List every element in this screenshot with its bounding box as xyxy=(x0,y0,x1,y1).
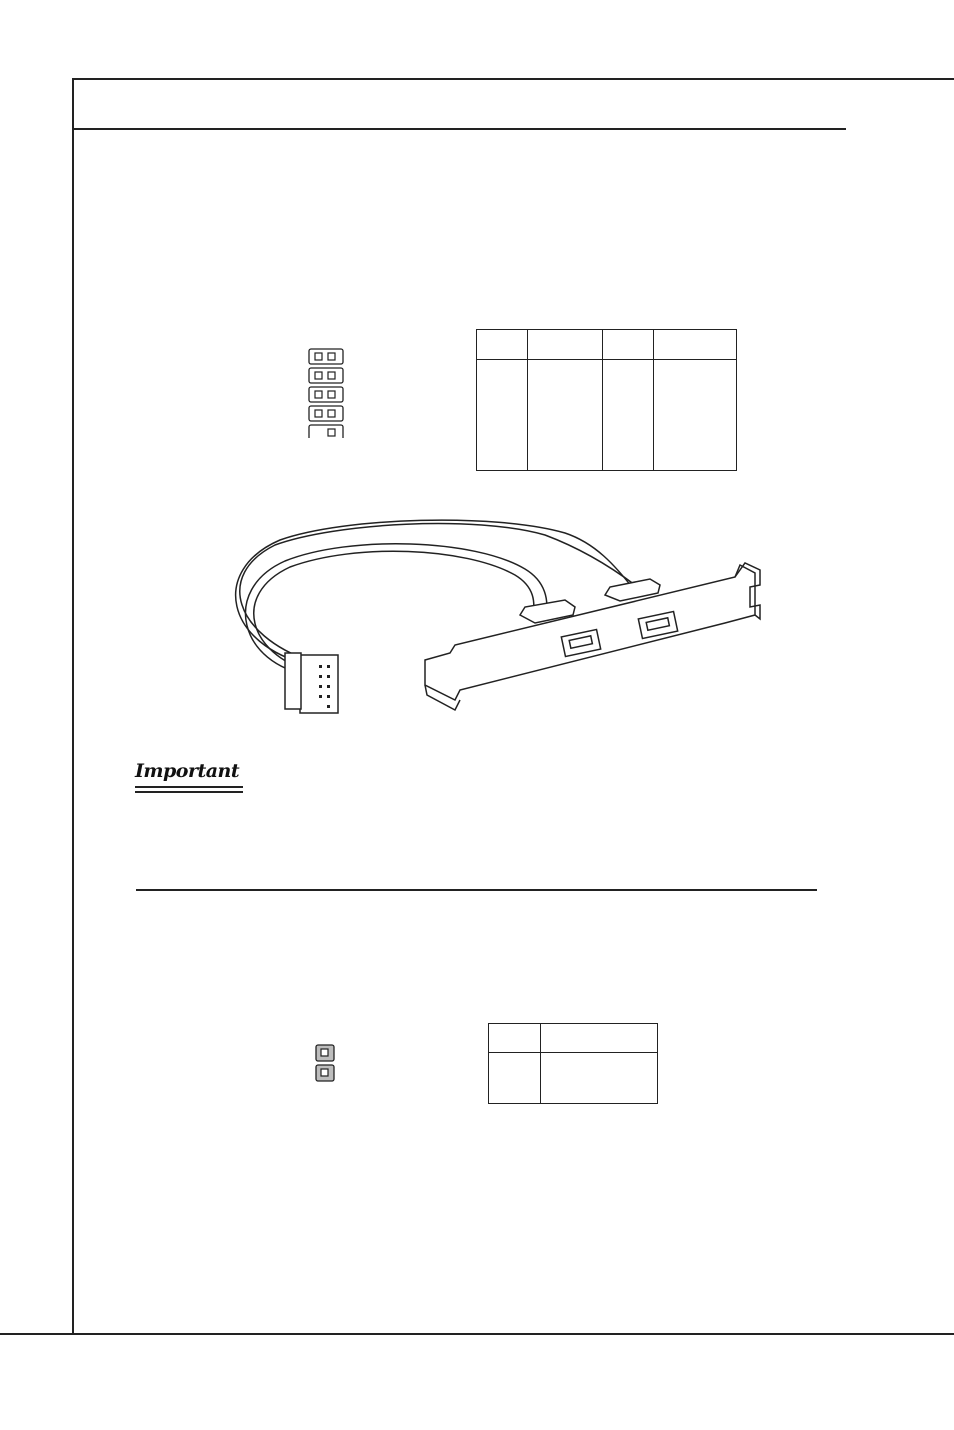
jumper-header-pinout xyxy=(314,1043,338,1085)
pin-row-1 xyxy=(309,349,343,364)
col-pin xyxy=(489,1024,541,1053)
col-signal xyxy=(541,1024,658,1053)
pin-row-2 xyxy=(309,368,343,383)
jumper-pin-table xyxy=(488,1023,658,1104)
pin-row-5 xyxy=(309,425,343,438)
usb-pin-table xyxy=(476,329,737,471)
bottom-rule xyxy=(0,1333,954,1335)
left-margin-rule xyxy=(72,78,74,1335)
header-connector xyxy=(300,655,338,713)
top-rule xyxy=(72,78,954,80)
col-signal xyxy=(528,330,603,360)
usb-header-pinout xyxy=(306,348,346,438)
table-row xyxy=(489,1053,658,1104)
important-logo xyxy=(135,760,245,798)
col-signal-2 xyxy=(654,330,737,360)
pin-row-3 xyxy=(309,387,343,402)
pin-row-4 xyxy=(309,406,343,421)
section-divider xyxy=(136,889,817,891)
col-pin xyxy=(477,330,528,360)
col-pin-2 xyxy=(603,330,654,360)
header-underline xyxy=(72,128,846,130)
table-row xyxy=(477,360,737,471)
important-logo-text: Important xyxy=(135,760,240,782)
usb-bracket-illustration xyxy=(215,515,775,715)
